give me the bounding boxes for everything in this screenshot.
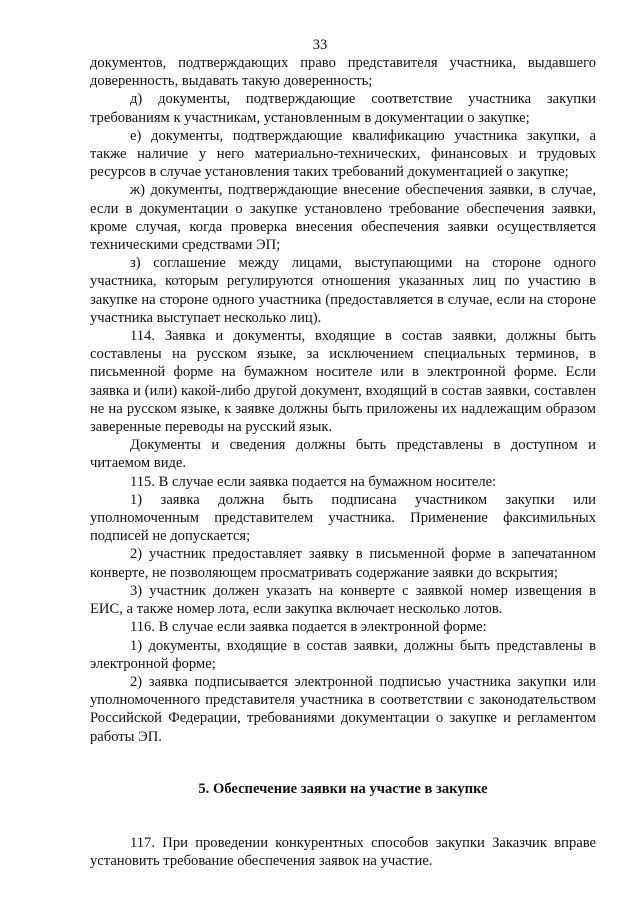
paragraph-115-3: 3) участник должен указать на конверте с заявкой номер извещения в ЕИС, а также номер лота, если закупка включает несколько лотов. <box>90 582 596 618</box>
document-body <box>90 54 596 870</box>
paragraph-item-z: з) соглашение между лицами, выступающими на стороне одного участника, которым регулируются отношения указанных лиц по участию в закупке на стороне одного участника (предоставляется в случае, если на стороне участника выступает несколько лиц). <box>90 255 596 326</box>
paragraph-116-2: 2) заявка подписывается электронной подписью участника закупки или уполномоченного представителя участника в соответствии с законодательством Российской Федерации, требованиями документации о закупке и регламентом работы ЭП. <box>90 673 596 745</box>
paragraph-115: 115. В случае если заявка подается на бумажном носителе: <box>130 473 497 490</box>
paragraph-continuation: документов, подтверждающих право представителя участника, выдавшего доверенность, выдавать такую доверенность; <box>90 55 596 90</box>
paragraph-117: 117. При проведении конкурентных способов закупки Заказчик вправе установить требование обеспечения заявок на участие. <box>90 834 596 870</box>
paragraph-documents-readable: Документы и сведения должны быть представлены в доступном и читаемом виде. <box>90 437 596 472</box>
paragraph-115-1: 1) заявка должна быть подписана участником закупки или уполномоченным представителем участника. Применение факсимильных подписей не допускается; <box>90 491 596 545</box>
section-heading: 5. Обеспечение заявки на участие в закупке <box>198 780 488 797</box>
paragraph-114: 114. Заявка и документы, входящие в состав заявки, должны быть составлены на русском языке, за исключением специальных терминов, в письменной форме на бумажном носителе или в электронной форме. Если заявка и (или) какой-либо другой документ, входящий в состав заявки, составлен не на русском языке, к заявке должны быть приложены их надлежащим образом заверенные переводы на русский язык. <box>90 328 596 436</box>
paragraph-115-2: 2) участник предоставляет заявку в письменной форме в запечатанном конверте, не позволяющем просматривать содержание заявки до вскрытия; <box>90 546 596 581</box>
paragraph-116-1: 1) документы, входящие в состав заявки, должны быть представлены в электронной форме; <box>90 637 596 672</box>
paragraph-item-d: д) документы, подтверждающие соответствие участника закупки требованиям к участникам, установленным в документации о закупке; <box>90 91 596 126</box>
paragraph-item-zh: ж) документы, подтверждающие внесение обеспечения заявки, в случае, если в документации о закупке установлено требование обеспечения заявки, кроме случая, когда проверка внесения обеспечения заявки осуществляется техническими средствами ЭП; <box>90 182 596 254</box>
page-number: 33 <box>312 37 328 53</box>
paragraph-item-e: е) документы, подтверждающие квалификацию участника закупки, а также наличие у него материально-технических, финансовых и трудовых ресурсов в случае установления таких требований документацией о закупке; <box>90 127 596 181</box>
paragraph-116: 116. В случае если заявка подается в электронной форме: <box>130 619 487 636</box>
